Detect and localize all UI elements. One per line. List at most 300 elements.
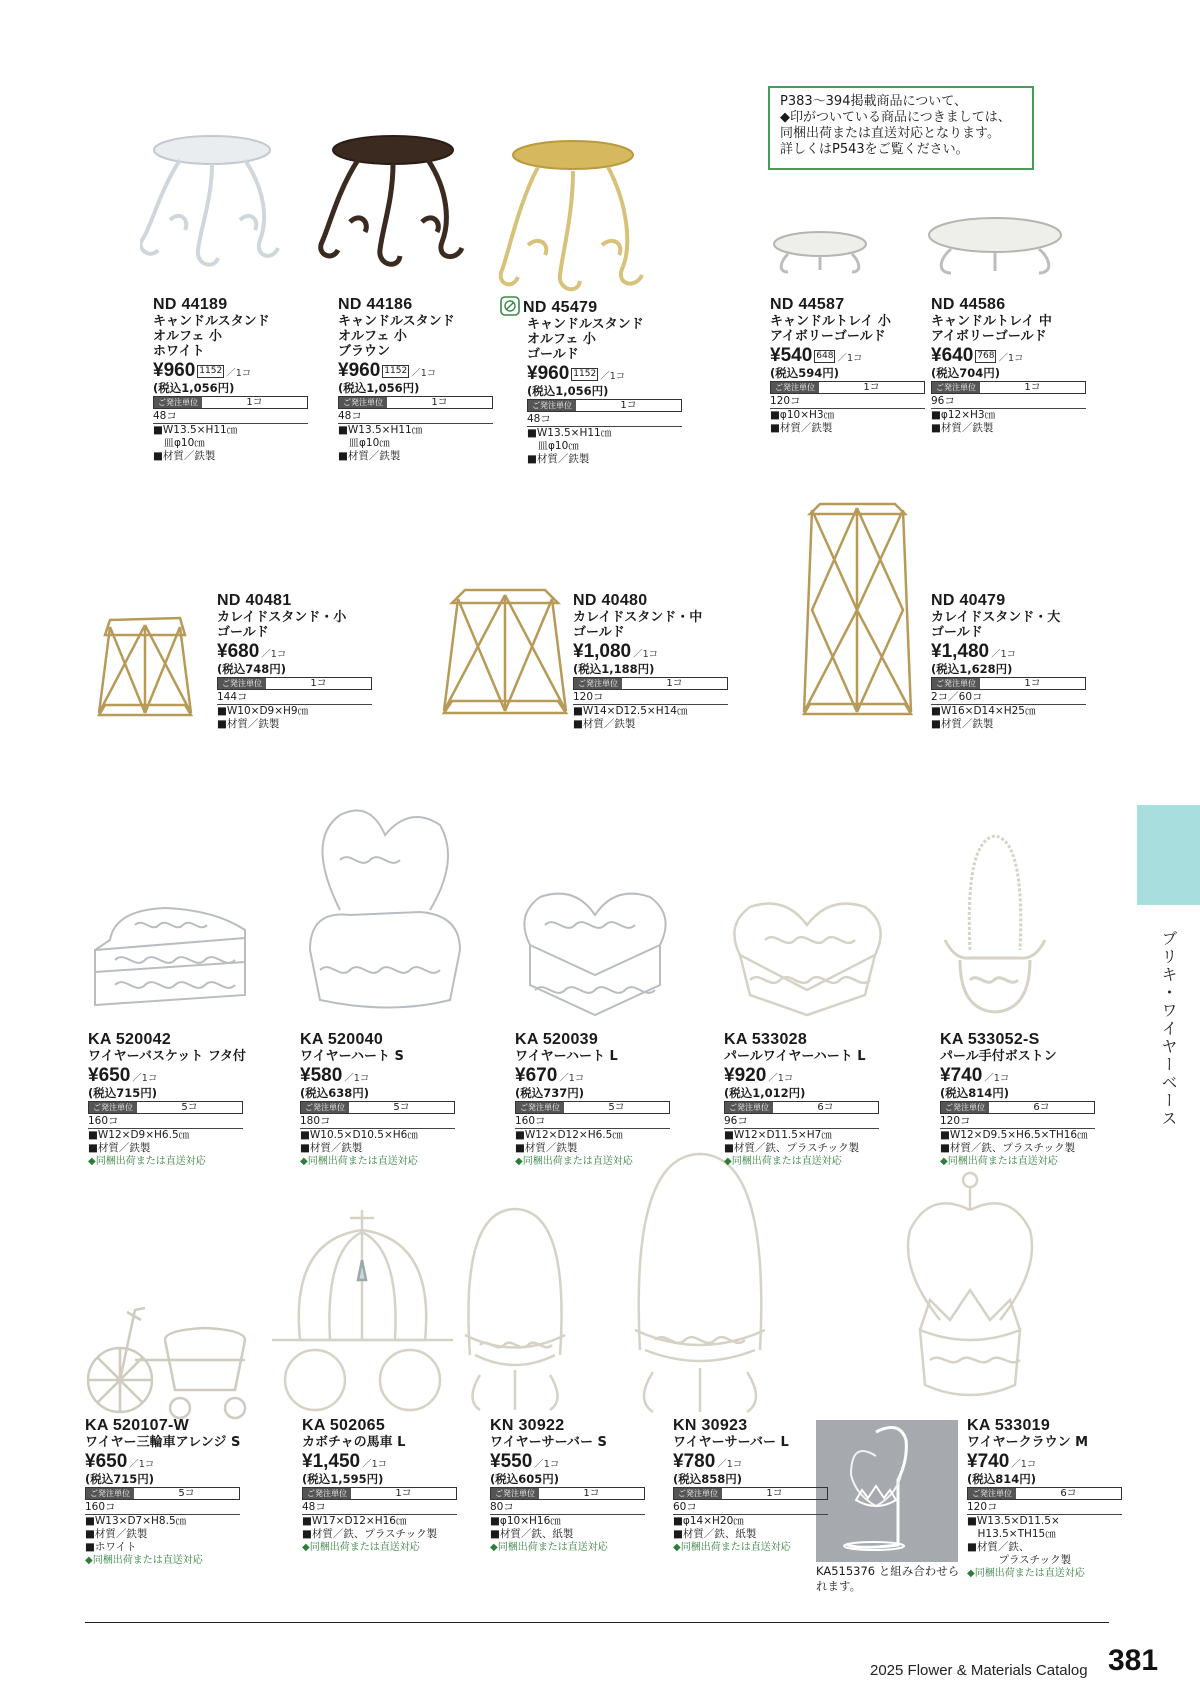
product-entry bbox=[940, 1031, 1105, 1168]
order-unit bbox=[931, 381, 1086, 394]
product-price: ¥670 bbox=[515, 1065, 558, 1086]
case-count: 160コ bbox=[85, 1500, 240, 1515]
order-unit-value: 1コ bbox=[666, 678, 683, 689]
product-code bbox=[967, 1417, 1132, 1435]
product-name-line: パールワイヤーハート L bbox=[724, 1049, 866, 1064]
order-unit-value: 1コ bbox=[1024, 382, 1041, 393]
direct-shipping-note: ◆同梱出荷または直送対応 bbox=[85, 1555, 203, 1566]
pearl-wire-heart-image bbox=[725, 895, 890, 1020]
tax-included-price: (税込1,628円) bbox=[931, 662, 1013, 676]
candle-stand-brown-image bbox=[318, 130, 468, 280]
price-row bbox=[940, 1065, 1105, 1086]
spec-line: ■材質／鉄、プラスチック製 bbox=[940, 1142, 1076, 1154]
wire-server-small-image bbox=[455, 1205, 575, 1420]
product-entry bbox=[523, 296, 692, 466]
product-code bbox=[931, 296, 1096, 314]
direct-shipping-note: ◆同梱出荷または直送対応 bbox=[724, 1156, 842, 1167]
product-entry bbox=[573, 592, 738, 731]
product-name-line: オルフェ 小 bbox=[527, 332, 596, 347]
direct-shipping-note: ◆同梱出荷または直送対応 bbox=[490, 1542, 608, 1553]
order-unit-value: 1コ bbox=[1024, 678, 1041, 689]
order-unit-label: ご発注単位 bbox=[89, 1102, 137, 1113]
product-name-line: パール手付ボストン bbox=[940, 1049, 1057, 1064]
price-unit: ／1コ bbox=[768, 1073, 794, 1084]
order-unit bbox=[940, 1101, 1095, 1114]
price-row bbox=[673, 1451, 838, 1472]
product-name-line: カボチャの馬車 L bbox=[302, 1435, 406, 1450]
order-unit-label: ご発注単位 bbox=[771, 382, 819, 393]
product-code bbox=[153, 296, 318, 314]
candle-tray-medium-image bbox=[925, 215, 1065, 280]
tax-included-price: (税込594円) bbox=[770, 366, 840, 380]
tax-included-price: (税込858円) bbox=[673, 1472, 743, 1486]
spec-line: ■材質／鉄、プラスチック製 bbox=[302, 1528, 438, 1540]
tax-included-price: (税込748円) bbox=[217, 662, 287, 676]
product-code-text: KA 533052-S bbox=[940, 1031, 1040, 1048]
spec-line: ■φ10×H16㎝ bbox=[490, 1515, 561, 1527]
spec-line: ■φ14×H20㎝ bbox=[673, 1515, 744, 1527]
product-name-line: ホワイト bbox=[153, 344, 205, 359]
price-unit: ／1コ bbox=[411, 368, 437, 379]
tax-included-price: (税込1,012円) bbox=[724, 1086, 806, 1100]
spec-line: ■ホワイト bbox=[85, 1541, 137, 1553]
wire-heart-large-image bbox=[515, 885, 675, 1025]
product-code bbox=[85, 1417, 250, 1435]
product-entry bbox=[338, 296, 503, 463]
spec-line: 皿φ10㎝ bbox=[527, 440, 579, 452]
spec-line: ■φ12×H3㎝ bbox=[931, 409, 996, 421]
candle-tray-small-image bbox=[770, 228, 870, 278]
direct-shipping-note: ◆同梱出荷または直送対応 bbox=[515, 1156, 633, 1167]
order-unit bbox=[573, 677, 728, 690]
price-row bbox=[931, 641, 1096, 662]
product-entry bbox=[153, 296, 318, 463]
order-unit-value: 1コ bbox=[395, 1488, 412, 1499]
order-unit bbox=[724, 1101, 879, 1114]
price-unit: ／1コ bbox=[344, 1073, 370, 1084]
product-name-line: ゴールド bbox=[527, 347, 579, 362]
direct-shipping-note: ◆同梱出荷または直送対応 bbox=[673, 1542, 791, 1553]
kaleido-stand-small-image bbox=[95, 615, 195, 720]
notice-line: 同梱出荷または直送対応となります。 bbox=[780, 126, 1000, 141]
tax-included-price: (税込814円) bbox=[940, 1086, 1010, 1100]
price-row bbox=[967, 1451, 1132, 1472]
price-unit: ／1コ bbox=[837, 353, 863, 364]
tax-included-price: (税込814円) bbox=[967, 1472, 1037, 1486]
product-code bbox=[673, 1417, 838, 1435]
price-row bbox=[153, 360, 318, 381]
product-code-text: KA 502065 bbox=[302, 1417, 386, 1434]
tax-included-price: (税込638円) bbox=[300, 1086, 370, 1100]
product-price: ¥960 bbox=[153, 360, 196, 381]
direct-shipping-note: ◆同梱出荷または直送対応 bbox=[302, 1542, 420, 1553]
order-unit-value: 1コ bbox=[310, 678, 327, 689]
pumpkin-carriage-image bbox=[270, 1200, 455, 1420]
tax-included-price: (税込1,056円) bbox=[527, 384, 609, 398]
order-unit-label: ご発注単位 bbox=[932, 382, 980, 393]
direct-shipping-note: ◆同梱出荷または直送対応 bbox=[300, 1156, 418, 1167]
product-price: ¥680 bbox=[217, 641, 260, 662]
order-unit-value: 6コ bbox=[817, 1102, 834, 1113]
price-row bbox=[724, 1065, 889, 1086]
order-unit-label: ご発注単位 bbox=[932, 678, 980, 689]
product-price: ¥960 bbox=[338, 360, 381, 381]
order-unit-value: 1コ bbox=[246, 397, 263, 408]
spec-line: ■W12×D9.5×H6.5×TH16㎝ bbox=[940, 1129, 1088, 1141]
spec-line: ■W10×D9×H9㎝ bbox=[217, 705, 309, 717]
product-name-line: ワイヤーハート L bbox=[515, 1049, 618, 1064]
tax-included-price: (税込1,595円) bbox=[302, 1472, 384, 1486]
order-unit bbox=[338, 396, 493, 409]
category-label: ブリキ・ワイヤーベース bbox=[1159, 930, 1178, 1128]
spec-line: ■W12×D11.5×H7㎝ bbox=[724, 1129, 832, 1141]
kaleido-stand-large-image bbox=[800, 500, 915, 720]
spec-line: ■材質／鉄製 bbox=[573, 718, 636, 730]
candle-stand-gold-image bbox=[498, 135, 648, 305]
wire-tricycle-image bbox=[85, 1300, 260, 1420]
notice-line: P383～394掲載商品について、 bbox=[780, 94, 967, 109]
order-unit-value: 1コ bbox=[766, 1488, 783, 1499]
product-price: ¥650 bbox=[88, 1065, 131, 1086]
product-price: ¥650 bbox=[85, 1451, 128, 1472]
product-entry bbox=[490, 1417, 655, 1554]
order-unit-label: ご発注単位 bbox=[339, 397, 387, 408]
spec-line: ■材質／鉄、紙製 bbox=[673, 1528, 757, 1540]
direct-shipping-note: ◆同梱出荷または直送対応 bbox=[940, 1156, 1058, 1167]
product-entry bbox=[88, 1031, 253, 1168]
tax-included-price: (税込1,056円) bbox=[153, 381, 235, 395]
spec-line: ■W13.5×H11㎝ bbox=[338, 424, 423, 436]
product-code bbox=[523, 296, 692, 317]
spec-line: ■W12×D12×H6.5㎝ bbox=[515, 1129, 623, 1141]
order-unit bbox=[88, 1101, 243, 1114]
product-name-line: キャンドルスタンド bbox=[338, 314, 455, 329]
candle-stand-white-image bbox=[140, 130, 285, 280]
product-price: ¥960 bbox=[527, 363, 570, 384]
product-name-line: ゴールド bbox=[931, 625, 983, 640]
price-row bbox=[515, 1065, 680, 1086]
order-unit-label: ご発注単位 bbox=[491, 1488, 539, 1499]
order-unit-value: 1コ bbox=[620, 400, 637, 411]
case-count: 60コ bbox=[673, 1500, 828, 1515]
product-price: ¥640 bbox=[931, 345, 974, 366]
case-price-box: 1152 bbox=[199, 366, 223, 376]
order-unit-value: 5コ bbox=[181, 1102, 198, 1113]
footer-divider bbox=[85, 1622, 1109, 1623]
product-code-text: ND 45479 bbox=[523, 299, 598, 316]
order-unit-label: ご発注単位 bbox=[86, 1488, 134, 1499]
footer-title: 2025 Flower & Materials Catalog bbox=[870, 1662, 1088, 1679]
case-count: 48コ bbox=[527, 412, 682, 427]
case-price-box: 648 bbox=[816, 351, 834, 361]
product-code bbox=[931, 592, 1096, 610]
spec-line: ■材質／鉄製 bbox=[527, 453, 590, 465]
page-number: 381 bbox=[1108, 1644, 1159, 1677]
price-unit: ／1コ bbox=[534, 1459, 560, 1470]
spec-line: ■W13.5×H11㎝ bbox=[527, 427, 612, 439]
order-unit-value: 1コ bbox=[583, 1488, 600, 1499]
product-name-line: ゴールド bbox=[217, 625, 269, 640]
product-code bbox=[300, 1031, 465, 1049]
price-unit: ／1コ bbox=[984, 1073, 1010, 1084]
spec-line: プラスチック製 bbox=[967, 1554, 1072, 1566]
order-unit bbox=[770, 381, 925, 394]
notice-box bbox=[768, 86, 1034, 170]
price-row bbox=[300, 1065, 465, 1086]
order-unit-value: 6コ bbox=[1033, 1102, 1050, 1113]
product-entry bbox=[673, 1417, 838, 1554]
price-unit: ／1コ bbox=[226, 368, 252, 379]
case-count: 48コ bbox=[338, 409, 493, 424]
product-entry bbox=[300, 1031, 465, 1168]
product-code-text: ND 40481 bbox=[217, 592, 292, 609]
product-price: ¥540 bbox=[770, 345, 813, 366]
product-entry bbox=[967, 1417, 1132, 1580]
product-name-line: ゴールド bbox=[573, 625, 625, 640]
product-entry bbox=[931, 592, 1096, 731]
order-unit bbox=[302, 1487, 457, 1500]
spec-line: ■材質／鉄製 bbox=[85, 1528, 148, 1540]
case-count: 96コ bbox=[931, 394, 1086, 409]
product-name-line: キャンドルスタンド bbox=[527, 317, 644, 332]
product-name-line: カレイドスタンド・中 bbox=[573, 610, 703, 625]
price-unit: ／1コ bbox=[600, 371, 626, 382]
product-entry bbox=[770, 296, 935, 435]
product-entry bbox=[302, 1417, 467, 1554]
product-name-line: ワイヤーサーバー L bbox=[673, 1435, 789, 1450]
product-code-text: KN 30922 bbox=[490, 1417, 565, 1434]
tax-included-price: (税込704円) bbox=[931, 366, 1001, 380]
product-entry bbox=[724, 1031, 889, 1168]
notice-line: ◆印がついている商品につきましては、 bbox=[780, 110, 1011, 125]
spec-line: H13.5×TH15㎝ bbox=[967, 1528, 1056, 1540]
product-code-text: KN 30923 bbox=[673, 1417, 748, 1434]
case-count: 180コ bbox=[300, 1114, 455, 1129]
price-row bbox=[527, 363, 692, 384]
case-count: 160コ bbox=[515, 1114, 670, 1129]
spec-line: ■材質／鉄製 bbox=[300, 1142, 363, 1154]
product-price: ¥580 bbox=[300, 1065, 343, 1086]
case-price-box: 1152 bbox=[384, 366, 408, 376]
product-code-text: KA 520039 bbox=[515, 1031, 599, 1048]
notice-line: 詳しくはP543をご覧ください。 bbox=[780, 142, 969, 157]
kaleido-stand-medium-image bbox=[440, 585, 570, 720]
price-unit: ／1コ bbox=[998, 353, 1024, 364]
tax-included-price: (税込715円) bbox=[85, 1472, 155, 1486]
product-name-line: ワイヤーハート S bbox=[300, 1049, 404, 1064]
product-code bbox=[770, 296, 935, 314]
product-name-line: アイボリーゴールド bbox=[931, 329, 1047, 344]
spec-line: 皿φ10㎝ bbox=[153, 437, 205, 449]
spec-line: 皿φ10㎝ bbox=[338, 437, 390, 449]
product-code-text: KA 520107-W bbox=[85, 1417, 190, 1434]
spec-line: ■材質／鉄製 bbox=[931, 718, 994, 730]
product-code bbox=[338, 296, 503, 314]
order-unit-label: ご発注単位 bbox=[528, 400, 576, 411]
product-entry bbox=[931, 296, 1096, 435]
order-unit bbox=[85, 1487, 240, 1500]
order-unit-label: ご発注単位 bbox=[516, 1102, 564, 1113]
product-price: ¥740 bbox=[967, 1451, 1010, 1472]
tax-included-price: (税込1,056円) bbox=[338, 381, 420, 395]
price-row bbox=[573, 641, 738, 662]
order-unit bbox=[490, 1487, 645, 1500]
price-row bbox=[338, 360, 503, 381]
price-unit: ／1コ bbox=[129, 1459, 155, 1470]
spec-line: ■材質／鉄製 bbox=[931, 422, 994, 434]
spec-line: ■材質／鉄製 bbox=[88, 1142, 151, 1154]
tax-included-price: (税込737円) bbox=[515, 1086, 585, 1100]
product-name-line: ワイヤーバスケット フタ付 bbox=[88, 1049, 246, 1064]
case-count: 144コ bbox=[217, 690, 372, 705]
product-code bbox=[490, 1417, 655, 1435]
case-count: 80コ bbox=[490, 1500, 645, 1515]
tax-included-price: (税込605円) bbox=[490, 1472, 560, 1486]
spec-line: ■W13×D7×H8.5㎝ bbox=[85, 1515, 187, 1527]
product-price: ¥780 bbox=[673, 1451, 716, 1472]
product-code-text: KA 533028 bbox=[724, 1031, 808, 1048]
product-code-text: KA 520042 bbox=[88, 1031, 172, 1048]
product-name-line: アイボリーゴールド bbox=[770, 329, 886, 344]
case-count: 48コ bbox=[302, 1500, 457, 1515]
product-code-text: KA 533019 bbox=[967, 1417, 1051, 1434]
spec-line: ■W12×D9×H6.5㎝ bbox=[88, 1129, 190, 1141]
order-unit bbox=[673, 1487, 828, 1500]
spec-line: ■W14×D12.5×H14㎝ bbox=[573, 705, 688, 717]
product-price: ¥1,450 bbox=[302, 1451, 361, 1472]
order-unit-label: ご発注単位 bbox=[303, 1488, 351, 1499]
product-name-line: オルフェ 小 bbox=[153, 329, 222, 344]
spec-line: ■φ10×H3㎝ bbox=[770, 409, 835, 421]
product-name-line: オルフェ 小 bbox=[338, 329, 407, 344]
tax-included-price: (税込1,188円) bbox=[573, 662, 655, 676]
tax-included-price: (税込715円) bbox=[88, 1086, 158, 1100]
product-price: ¥550 bbox=[490, 1451, 533, 1472]
price-unit: ／1コ bbox=[261, 649, 287, 660]
spec-line: ■材質／鉄製 bbox=[217, 718, 280, 730]
price-row bbox=[88, 1065, 253, 1086]
product-code-text: ND 44587 bbox=[770, 296, 845, 313]
case-count: 160コ bbox=[88, 1114, 243, 1129]
eco-mark-icon bbox=[500, 296, 520, 316]
product-code bbox=[940, 1031, 1105, 1049]
product-name-line: ブラウン bbox=[338, 344, 391, 359]
spec-line: ■材質／鉄、 bbox=[967, 1541, 1030, 1553]
direct-shipping-note: ◆同梱出荷または直送対応 bbox=[967, 1568, 1085, 1579]
order-unit-value: 1コ bbox=[863, 382, 880, 393]
case-count: 2コ／60コ bbox=[931, 690, 1086, 705]
product-name-line: ワイヤークラウン M bbox=[967, 1435, 1089, 1450]
order-unit bbox=[515, 1101, 670, 1114]
order-unit-label: ご発注単位 bbox=[218, 678, 266, 689]
product-name-line: ワイヤー三輪車アレンジ S bbox=[85, 1435, 241, 1450]
spec-line: ■W13.5×H11㎝ bbox=[153, 424, 238, 436]
product-entry bbox=[85, 1417, 250, 1567]
order-unit-label: ご発注単位 bbox=[968, 1488, 1016, 1499]
product-code-text: KA 520040 bbox=[300, 1031, 384, 1048]
order-unit-value: 5コ bbox=[393, 1102, 410, 1113]
product-entry bbox=[515, 1031, 680, 1168]
case-price-box: 768 bbox=[977, 351, 995, 361]
case-count: 120コ bbox=[573, 690, 728, 705]
product-price: ¥1,080 bbox=[573, 641, 632, 662]
product-name-line: キャンドルスタンド bbox=[153, 314, 270, 329]
product-code bbox=[88, 1031, 253, 1049]
order-unit-label: ご発注単位 bbox=[301, 1102, 349, 1113]
product-code-text: ND 44586 bbox=[931, 296, 1006, 313]
product-code bbox=[724, 1031, 889, 1049]
wire-heart-small-image bbox=[300, 800, 470, 1020]
pearl-handle-basket-image bbox=[940, 830, 1050, 1020]
price-unit: ／1コ bbox=[362, 1459, 388, 1470]
order-unit-value: 5コ bbox=[178, 1488, 195, 1499]
price-unit: ／1コ bbox=[717, 1459, 743, 1470]
category-tab bbox=[1137, 805, 1200, 905]
order-unit-label: ご発注単位 bbox=[674, 1488, 722, 1499]
order-unit-label: ご発注単位 bbox=[154, 397, 202, 408]
order-unit-value: 6コ bbox=[1060, 1488, 1077, 1499]
price-unit: ／1コ bbox=[991, 649, 1017, 660]
order-unit-label: ご発注単位 bbox=[725, 1102, 773, 1113]
product-code bbox=[302, 1417, 467, 1435]
direct-shipping-note: ◆同梱出荷または直送対応 bbox=[88, 1156, 206, 1167]
case-count: 120コ bbox=[967, 1500, 1122, 1515]
combo-note: KA515376 と組み合わせられます。 bbox=[816, 1564, 960, 1593]
case-count: 120コ bbox=[940, 1114, 1095, 1129]
product-name-line: カレイドスタンド・大 bbox=[931, 610, 1061, 625]
wire-basket-lid-image bbox=[85, 900, 255, 1020]
price-row bbox=[770, 345, 935, 366]
case-count: 96コ bbox=[724, 1114, 879, 1129]
product-code-text: ND 40479 bbox=[931, 592, 1006, 609]
price-unit: ／1コ bbox=[633, 649, 659, 660]
order-unit bbox=[217, 677, 372, 690]
product-code-text: ND 44189 bbox=[153, 296, 228, 313]
order-unit bbox=[300, 1101, 455, 1114]
order-unit bbox=[967, 1487, 1122, 1500]
spec-line: ■材質／鉄製 bbox=[338, 450, 401, 462]
order-unit-label: ご発注単位 bbox=[574, 678, 622, 689]
price-row bbox=[85, 1451, 250, 1472]
spec-line: ■材質／鉄、紙製 bbox=[490, 1528, 574, 1540]
product-price: ¥920 bbox=[724, 1065, 767, 1086]
order-unit bbox=[527, 399, 682, 412]
spec-line: ■W10.5×D10.5×H6㎝ bbox=[300, 1129, 418, 1141]
spec-line: ■材質／鉄製 bbox=[153, 450, 216, 462]
wire-server-large-image bbox=[625, 1150, 775, 1420]
product-code bbox=[573, 592, 738, 610]
order-unit-value: 5コ bbox=[608, 1102, 625, 1113]
product-name-line: カレイドスタンド・小 bbox=[217, 610, 347, 625]
order-unit-label: ご発注単位 bbox=[941, 1102, 989, 1113]
order-unit bbox=[153, 396, 308, 409]
product-code-text: ND 44186 bbox=[338, 296, 413, 313]
spec-line: ■材質／鉄製 bbox=[770, 422, 833, 434]
price-unit: ／1コ bbox=[132, 1073, 158, 1084]
price-unit: ／1コ bbox=[1011, 1459, 1037, 1470]
order-unit bbox=[931, 677, 1086, 690]
spec-line: ■W16×D14×H25㎝ bbox=[931, 705, 1036, 717]
product-price: ¥1,480 bbox=[931, 641, 990, 662]
product-code bbox=[217, 592, 382, 610]
case-count: 120コ bbox=[770, 394, 925, 409]
price-unit: ／1コ bbox=[559, 1073, 585, 1084]
order-unit-value: 1コ bbox=[431, 397, 448, 408]
wire-crown-image bbox=[890, 1170, 1050, 1410]
product-code-text: ND 40480 bbox=[573, 592, 648, 609]
spec-line: ■W13.5×D11.5× bbox=[967, 1515, 1060, 1527]
price-row bbox=[302, 1451, 467, 1472]
